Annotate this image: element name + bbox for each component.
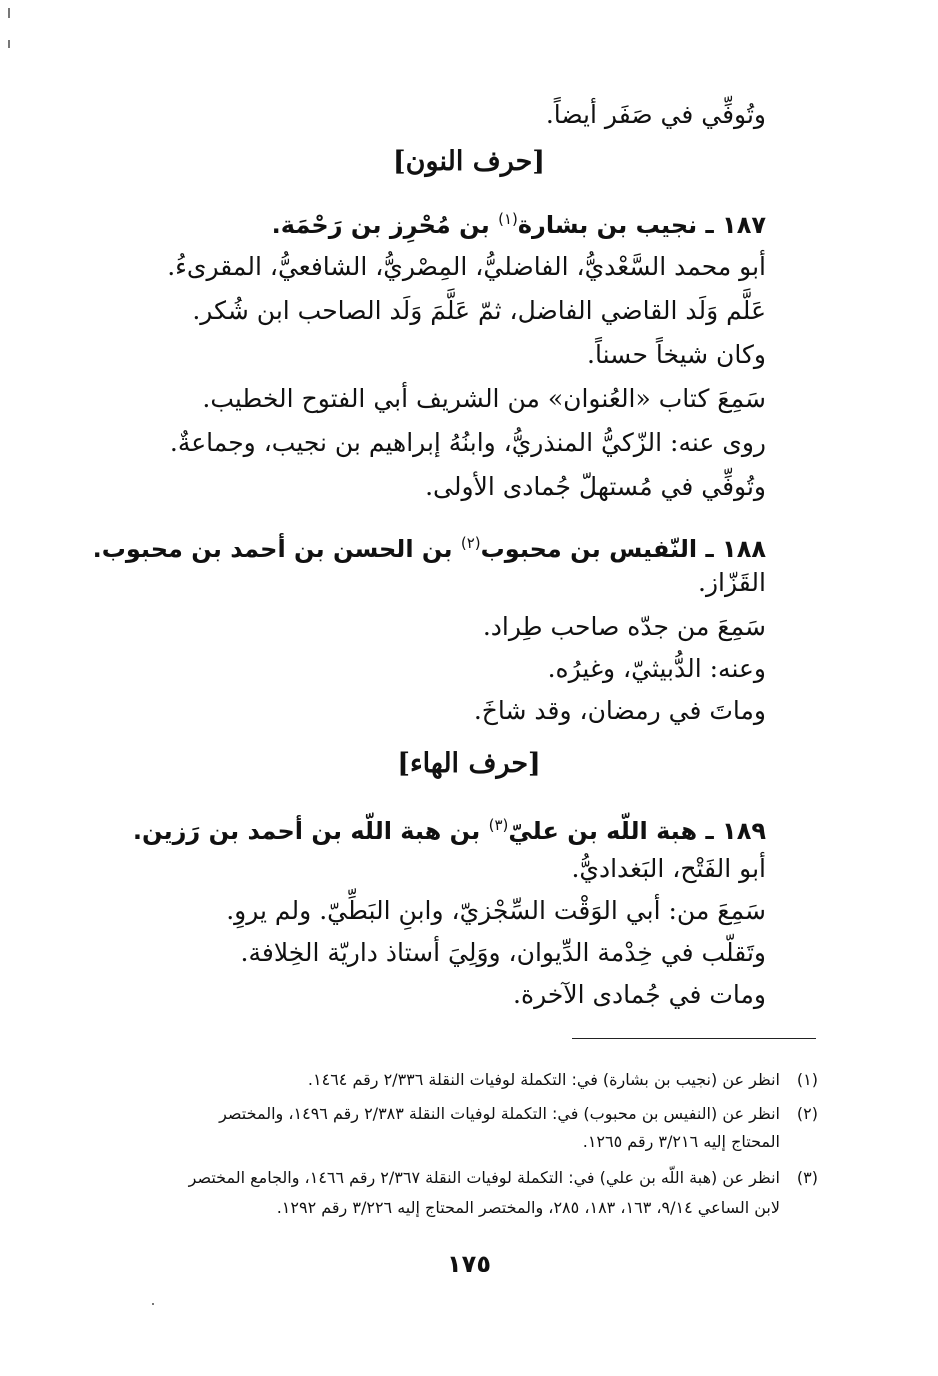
entry-189-heading bbox=[133, 806, 766, 850]
footnote-marker-1: (١) bbox=[498, 210, 518, 228]
entry-189-title-continued: بن هبة اللّه بن أحمد بن رَزين. bbox=[132, 817, 481, 845]
text-line: عَلَّم وَلَد القاضي الفاضل، ثمّ عَلَّمَ وَلَد الصاحب ابن شُكر. bbox=[192, 296, 766, 325]
text-line: وكان شيخاً حسناً. bbox=[587, 340, 766, 369]
footnote-number: (١) bbox=[796, 1070, 818, 1089]
entry-188-title-continued: بن الحسن بن أحمد بن محبوب. bbox=[92, 535, 453, 563]
footnote-number: (٢) bbox=[796, 1104, 818, 1123]
footnote-separator bbox=[572, 1038, 816, 1039]
entry-187-title: ١٨٧ ـ نجيب بن بشارة bbox=[517, 211, 766, 239]
text-line: سَمِعَ من جدّه صاحب طِراد. bbox=[482, 612, 766, 641]
entry-187-title-continued: بن مُحْرِز بن رَحْمَة. bbox=[271, 211, 490, 239]
text-line: وتُوفِّي في صَفَر أيضاً. bbox=[545, 100, 766, 129]
text-line: وماتَ في رمضان، وقد شاخَ. bbox=[473, 696, 766, 725]
entry-188-title: ١٨٨ ـ النّفيس بن محبوب bbox=[480, 535, 766, 563]
text-line: القَزّاز. bbox=[698, 568, 766, 597]
text-line: وتَقلّب في خِدْمة الدِّيوان، ووَلِيَ أستاذ داريّة الخِلافة. bbox=[240, 938, 766, 967]
text-line: سَمِعَ كتاب «العُنوان» من الشريف أبي الفتوح الخطيب. bbox=[202, 384, 766, 413]
text-line: وعنه: الدُّبيثيّ، وغيرُه. bbox=[547, 654, 766, 683]
section-heading-noon: [حرف النون] bbox=[392, 146, 546, 177]
entry-188-heading bbox=[93, 524, 766, 568]
footnote-text: انظر عن (النفيس بن محبوب) في: التكملة لوفيات النقلة ٢/٣٨٣ رقم ١٤٩٦، والمختصر bbox=[219, 1104, 780, 1123]
footnote-marker-3: (٣) bbox=[488, 816, 509, 834]
footnote-text-continued: المحتاج إليه ٣/٢١٦ رقم ١٢٦٥. bbox=[582, 1132, 780, 1151]
margin-mark bbox=[8, 40, 10, 48]
text-line: سَمِعَ من: أبي الوَقْت السِّجْزيّ، وابنِ البَطِّيّ. ولم يروِ. bbox=[226, 896, 766, 925]
text-line: أبو محمد السَّعْديُّ، الفاضليُّ، المِصْريُّ، الشافعيُّ، المقرىءُ. bbox=[167, 252, 766, 281]
text-line: روى عنه: الزّكيُّ المنذريُّ، وابنُهُ إبراهيم بن نجيب، وجماعةٌ. bbox=[169, 428, 766, 457]
section-heading-haa: [حرف الهاء] bbox=[397, 748, 541, 779]
entry-189-title: ١٨٩ ـ هبة اللّه بن عليّ bbox=[508, 817, 766, 845]
page-number: ١٧٥ bbox=[447, 1250, 491, 1278]
footnote-marker-2: (٢) bbox=[460, 534, 481, 552]
footnote-text-continued: لابن الساعي ٩/١٤، ١٦٣، ١٨٣، ٢٨٥، والمختصر المحتاج إليه ٣/٢٢٦ رقم ١٢٩٢. bbox=[276, 1198, 780, 1217]
margin-mark bbox=[8, 8, 10, 18]
text-line: ومات في جُمادى الآخرة. bbox=[513, 980, 766, 1009]
text-line: وتُوفِّي في مُستهلّ جُمادى الأولى. bbox=[425, 472, 766, 501]
scan-speck bbox=[152, 1303, 154, 1305]
footnote-text: انظر عن (هبة اللّه بن علي) في: التكملة لوفيات النقلة ٢/٣٦٧ رقم ١٤٦٦، والجامع المختصر bbox=[188, 1168, 780, 1187]
footnote-number: (٣) bbox=[796, 1168, 818, 1187]
text-line: أبو الفَتْح، البَغداديُّ. bbox=[571, 854, 766, 883]
entry-187-heading bbox=[272, 200, 766, 244]
footnote-text: انظر عن (نجيب بن بشارة) في: التكملة لوفيات النقلة ٢/٣٣٦ رقم ١٤٦٤. bbox=[307, 1070, 780, 1089]
